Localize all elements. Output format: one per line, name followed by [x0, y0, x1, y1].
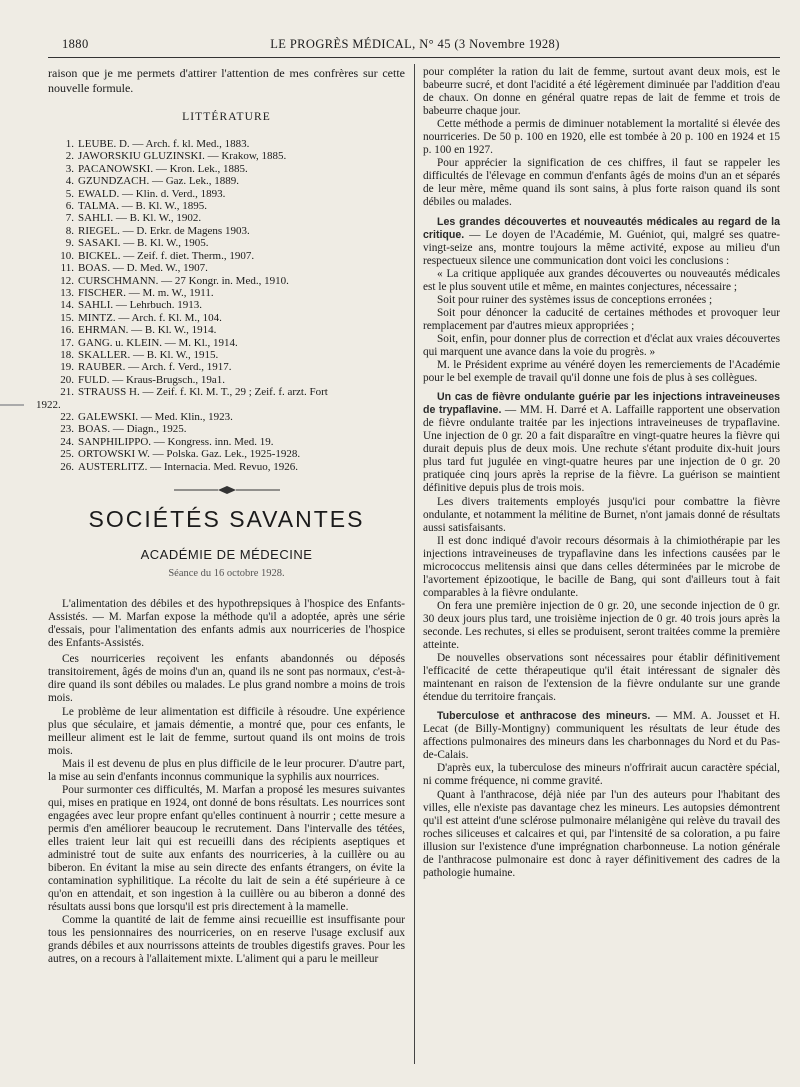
body-paragraph: pour compléter la ration du lait de femme, surtout avant deux mois, est le babeurre sucré, et dont l'acidité a été légèrement diminuée par l'addition d'eau de chaux. On donne en général quatre repas de lait de femme et trois de babeurre chaque jour. — [423, 66, 780, 118]
bib-entry: 23. BOAS. — Diagn., 1925. — [60, 423, 187, 436]
running-header — [0, 37, 800, 55]
body-paragraph: Cette méthode a permis de diminuer notablement la mortalité si élevée des nourriceries. De 50 p. 100 en 1920, elle est tombée à 20 p. 100 en 1924 et 15 p. 100 en 1927. — [423, 118, 780, 157]
quote-paragraph: « La critique appliquée aux grandes découvertes ou nouveautés médicales est le plus souvent utile et même, en maintes conjectures, nécessaire ; — [423, 267, 780, 293]
bib-entry: 12. CURSCHMANN. — 27 Kongr. in. Med., 1910. — [60, 274, 289, 287]
bib-entry: 25. ORTOWSKI W. — Polska. Gaz. Lek., 1925-1928. — [60, 448, 301, 461]
bib-entry: 21. STRAUSS H. — Zeif. f. Kl. M. T., 29 ; Zeif. f. arzt. Fort — [60, 386, 328, 399]
ornament-divider — [48, 485, 405, 495]
left-column — [36, 66, 405, 966]
bib-entry: 11. BOAS. — D. Med. W., 1907. — [60, 262, 208, 275]
body-paragraph: Mais il est devenu de plus en plus difficile de le leur procurer. D'autre part, la mise au sein d'enfants inconnus communique la syphilis aux nourrices. — [48, 757, 405, 783]
margin-mark — [0, 404, 24, 406]
bib-entry: 4. GZUNDZACH. — Gaz. Lek., 1889. — [65, 175, 239, 188]
article-heading: Les grandes découvertes et nouveautés médicales au regard de la critique. — [423, 215, 780, 241]
bib-entry: 26. AUSTERLITZ. — Internacia. Med. Revuo, 1926. — [60, 460, 298, 473]
academy-title: ACADÉMIE DE MÉDECINE — [140, 547, 313, 563]
article-heading: Un cas de fièvre ondulante guérie par les injections intraveineuses de trypaflavine. — [423, 391, 780, 417]
body-paragraph: Quant à l'anthracose, déjà niée par l'un des auteurs pour l'habitant des villes, elle n'existe pas davantage chez les mineurs. Les autopsies démontrent qu'il est atteint d'une sclérose pulmonaire mélanigène qui relève du travail des roches siliceuses et calcaires et qui, par l'intensité de sa coloration, a pu faire illusion sur l'existence d'une imprégnation charbonneuse. La notion générale de l'anthracose pulmonaire est donc à rayer définitivement des cadres de la pathologie humaine. — [423, 788, 780, 879]
bibliography-list — [52, 138, 405, 399]
bib-entry: 22. GALEWSKI. — Med. Klin., 1923. — [60, 410, 233, 423]
article-paragraph: Les grandes découvertes et nouveautés médicales au regard de la critique. — Le doyen de l'Académie, M. Guéniot, qui, malgré ses quatre-vingt-seize ans, montre toujours la même activité, expose au milieu d'un respectueux silence une communication dont voici les conclusions : — [423, 215, 780, 267]
bib-entry: 5. EWALD. — Klin. d. Verd., 1893. — [65, 187, 226, 200]
bib-entry: 15. MINTZ. — Arch. f. Kl. M., 104. — [60, 311, 222, 324]
literature-heading: LITTÉRATURE — [182, 111, 271, 123]
column-separator — [414, 64, 415, 1064]
bib-entry: 18. SKALLER. — B. Kl. W., 1915. — [60, 348, 219, 361]
bib-entry: 10. BICKEL. — Zeif. f. diet. Therm., 1907. — [60, 249, 255, 262]
bib-entry: 8. RIEGEL. — D. Erkr. de Magens 1903. — [65, 224, 250, 237]
body-paragraph: De nouvelles observations sont nécessaires pour établir définitivement l'efficacité de cette thérapeutique qu'il était intéressant de signaler dès maintenant en raison de l'extension de la fièvre ondulante sur une grande étendue du territoire français. — [423, 652, 780, 704]
bib-entry: 2. JAWORSKIU GLUZINSKI. — Krakow, 1885. — [65, 150, 287, 163]
bib-entry: 19. RAUBER. — Arch. f. Verd., 1917. — [60, 361, 232, 374]
quote-paragraph: Soit pour dénoncer la caducité de certaines méthodes et provoquer leur remplacement par d'autres mieux appropriées ; — [423, 306, 780, 332]
quote-paragraph: Soit, enfin, pour donner plus de correction et d'éclat aux vraies découvertes qui marquent une avance dans la voie du progrès. » — [423, 332, 780, 358]
body-paragraph: D'après eux, la tuberculose des mineurs n'offrirait aucun caractère spécial, ni comme fréquence, ni comme gravité. — [423, 762, 780, 788]
bib-entry: 7. SAHLI. — B. Kl. W., 1902. — [65, 212, 202, 225]
bib-entry: 3. PACANOWSKI. — Kron. Lek., 1885. — [65, 162, 248, 175]
body-paragraph: Ces nourriceries reçoivent les enfants abandonnés ou déposés transitoirement, âgés de moins d'un an, quand ils ne sont pas normaux, c'est-à-dire quand ils sont débiles ou malades. Le plus grand nombre a moins de trois mois. — [48, 653, 405, 705]
bib-entry: 6. TALMA. — B. Kl. W., 1895. — [65, 200, 207, 213]
bib-entry: 24. SANPHILIPPO. — Kongress. inn. Med. 19. — [60, 435, 274, 448]
body-paragraph: Pour apprécier la signification de ces chiffres, il faut se rappeler les difficultés de l'élevage en commun d'enfants âgés de moins d'un an et séparés de leur mère, même quand ils sont sains, à plus forte raison quand ils sont débiles ou malades. — [423, 157, 780, 209]
body-paragraph: Le problème de leur alimentation est difficile à résoudre. Une expérience plus que séculaire, et jamais démentie, a montré que, pour ces enfants, le meilleur aliment est le lait de femme, surtout quand ils ont moins de trois mois. — [48, 705, 405, 757]
bibliography-list-continued — [52, 411, 405, 473]
bib-entry: 13. FISCHER. — M. m. W., 1911. — [60, 286, 214, 299]
journal-title: LE PROGRÈS MÉDICAL, N° 45 (3 Novembre 1928) — [270, 37, 560, 51]
bib-entry: 17. GANG. u. KLEIN. — M. Kl., 1914. — [60, 336, 238, 349]
intro-text: raison que je me permets d'attirer l'attention de mes confrères sur cette nouvelle formule. — [48, 66, 405, 95]
bib-entry: 9. SASAKI. — B. Kl. W., 1905. — [65, 237, 209, 250]
page-number: 1880 — [62, 37, 89, 51]
bib-entry: 16. EHRMAN. — B. Kl. W., 1914. — [60, 324, 217, 337]
session-date: Séance du 16 octobre 1928. — [168, 568, 285, 580]
bib-entry: 14. SAHLI. — Lehrbuch. 1913. — [60, 299, 203, 312]
article-heading: Tuberculose et anthracose des mineurs. — [437, 710, 651, 723]
body-paragraph: L'alimentation des débiles et des hypothrepsiques à l'hospice des Enfants-Assistés. — M. Marfan expose la méthode qu'il a adoptée, après une série d'essais, pour l'alimentation des enfants admis aux nourriceries de l'hospice des Enfants-Assistés. — [48, 598, 405, 650]
bib-entry: 1. LEUBE. D. — Arch. f. kl. Med., 1883. — [65, 138, 250, 151]
body-paragraph: Pour surmonter ces difficultés, M. Marfan a proposé les mesures suivantes qui, mises en pratique en 1924, ont donné de bons résultats. Les nourrices sont engagées avec leur propre enfant qu'elles continuent à nourrir ; cette mesure a permis d'en améliorer beaucoup le recrutement. Dans l'intervalle des tétées, elles traient leur lait qui est recueilli dans des récipients aseptiques et administré tout de suite aux enfants des nourriceries, à la cuillère ou au biberon. En évitant la mise au sein directe des enfants étrangers, on évite la contamination syphilitique. La récolte du lait de sein a été supérieure à ce qu'on en attendait, et son ingestion à la cuillère ou au biberon a donné des résultats aussi bons que lorsqu'il est pris directement à la mamelle. — [48, 783, 405, 914]
bib-entry: 20. FULD. — Kraus-Brugsch., 19a1. — [60, 373, 225, 386]
body-paragraph: Il est donc indiqué d'avoir recours désormais à la chimiothérapie par les injections intraveineuses de trypaflavine dans les infections causées par le micrococcus melitensis ainsi que dans celles déterminées par le microbe de l'avortement épizootique, le bacille de Bang, qui sont d'ailleurs tout à fait comparables à la fièvre ondulante. — [423, 534, 780, 599]
section-title: SOCIÉTÉS SAVANTES — [88, 506, 365, 533]
body-paragraph: M. le Président exprime au vénéré doyen les remerciements de l'Académie pour le bel exemple de travail qu'il donne une fois de plus à ses collègues. — [423, 359, 780, 385]
body-paragraph: Les divers traitements employés jusqu'ici pour combattre la fièvre ondulante, et notamment la mélitine de Burnet, n'ont jamais donné de résultats aussi satisfaisants. — [423, 495, 780, 534]
body-paragraph: Comme la quantité de lait de femme ainsi recueillie est insuffisante pour tous les pensionnaires des nourriceries, on en reserve l'usage exclusif aux grands débiles et aux nourrissons atteints de troubles digestifs graves. Pour les autres, on a recours à l'allaitement mixte. L'aliment qui a paru le meilleur — [48, 914, 405, 966]
article-paragraph: Un cas de fièvre ondulante guérie par les injections intraveineuses de trypaflavine. — MM. H. Darré et A. Laffaille rapportent une observation de fièvre ondulante traitée par les injections intraveineuses de trypaflavine. Une injection de 0 gr. 20 a fait disparaître en vingt-quatre heures la fièvre qui durait depuis plus de deux mois. Une rechute s'étant produite dix-huit jours plus tard fut jugulée en vingt-quatre heures par une injection de 0 gr. 20 pratiquée cinq jours après la reprise de la fièvre. La guérison se maintient définitive depuis plus de trois mois. — [423, 391, 781, 495]
quote-paragraph: Soit pour ruiner des systèmes issus de conceptions erronées ; — [437, 293, 713, 306]
right-column — [423, 66, 780, 880]
body-paragraph: On fera une première injection de 0 gr. 20, une seconde injection de 0 gr. 30 deux jours plus tard, une troisième injection de 0 gr. 40 trois jours après la seconde. Les rechutes, si elles se produisent, seront traitées comme la première atteinte. — [423, 599, 780, 652]
header-rule — [48, 57, 780, 58]
bib-entry-continuation: 1922. — [36, 398, 61, 411]
article-paragraph: Tuberculose et anthracose des mineurs. — MM. A. Jousset et H. Lecat (de Billy-Montigny) communiquent les résultats de leur étude des affections pulmonaires des mineurs dans les charbonnages du Nord et du Pas-de-Calais. — [423, 710, 780, 762]
